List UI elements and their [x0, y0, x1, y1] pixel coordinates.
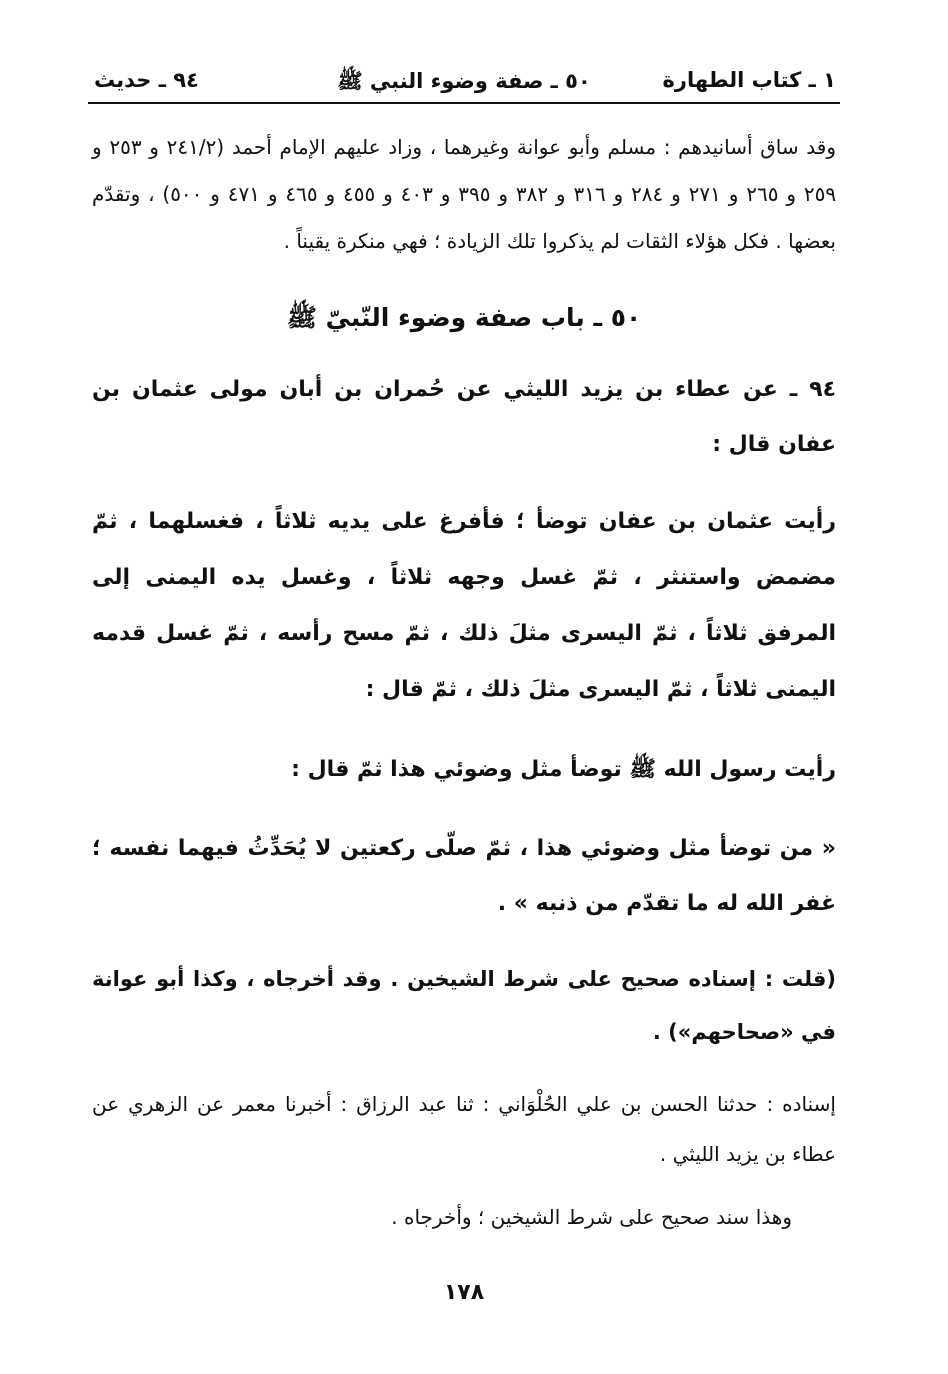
hadith-quote-intro: رأيت رسول الله ﷺ توضأ مثل وضوئي هذا ثمّ قال : — [291, 757, 836, 782]
closing-paragraph: وهذا سند صحيح على شرط الشيخين ؛ وأخرجاه . — [391, 1205, 792, 1229]
book-page — [88, 52, 840, 1332]
isnad-paragraph: إسناده : حدثنا الحسن بن علي الحُلْوَاني : ثنا عبد الرزاق : أخبرنا معمر عن الزهري عن عطاء بن يزيد الليثي . — [92, 1092, 836, 1166]
header-book-title: ١ ـ كتاب الطهارة — [662, 68, 836, 92]
header-hadith-number: ٩٤ ـ حديث — [94, 68, 199, 92]
intro-paragraph: وقد ساق أسانيدهم : مسلم وأبو عوانة وغيرهما ، وزاد عليهم الإمام أحمد (٢٤١/٢ و ٢٥٣ و ٢٥٩ و ٢٦٥ و ٢٧١ و ٢٨٤ و ٣١٦ و ٣٨٢ و ٣٩٥ و ٤٠٣ و ٤٥٥ و ٤٦٥ و ٤٧١ و ٥٠٠) ، وتقدّم بعضها . فكل هؤلاء الثقات لم يذكروا تلك الزيادة ؛ فهي منكرة يقيناً . — [92, 135, 837, 253]
page-content — [88, 124, 840, 1237]
hadith-body: رأيت عثمان بن عفان توضأ ؛ فأفرغ على يديه ثلاثاً ، فغسلهما ، ثمّ مضمض واستنثر ، ثمّ غسل وجهه ثلاثاً ، وغسل يده اليمنى إلى المرفق ثلاثاً ، ثمّ اليسرى مثلَ ذلك ، ثمّ مسح رأسه ، ثمّ غسل قدمه اليمنى ثلاثاً ، ثمّ اليسرى مثلَ ذلك ، ثمّ قال : — [92, 509, 836, 702]
page-number: ١٧٨ — [443, 1280, 485, 1305]
hadith-quote: « من توضأ مثل وضوئي هذا ، ثمّ صلّى ركعتين لا يُحَدِّثُ فيهما نفسه ؛ غفر الله له ما تقدّم من ذنبه » . — [92, 836, 836, 916]
grading-note: (قلت : إسناده صحيح على شرط الشيخين . وقد أخرجاه ، وكذا أبو عوانة في «صحاحهم») . — [92, 967, 836, 1044]
running-header — [88, 52, 840, 104]
hadith-intro: ٩٤ ـ عن عطاء بن يزيد الليثي عن حُمران بن أبان مولى عثمان بن عفان قال : — [92, 377, 836, 457]
chapter-title: ٥٠ ـ باب صفة وضوء النّبيّ ﷺ — [286, 303, 642, 332]
header-chapter-title: ٥٠ ـ صفة وضوء النبي ﷺ — [337, 69, 591, 93]
